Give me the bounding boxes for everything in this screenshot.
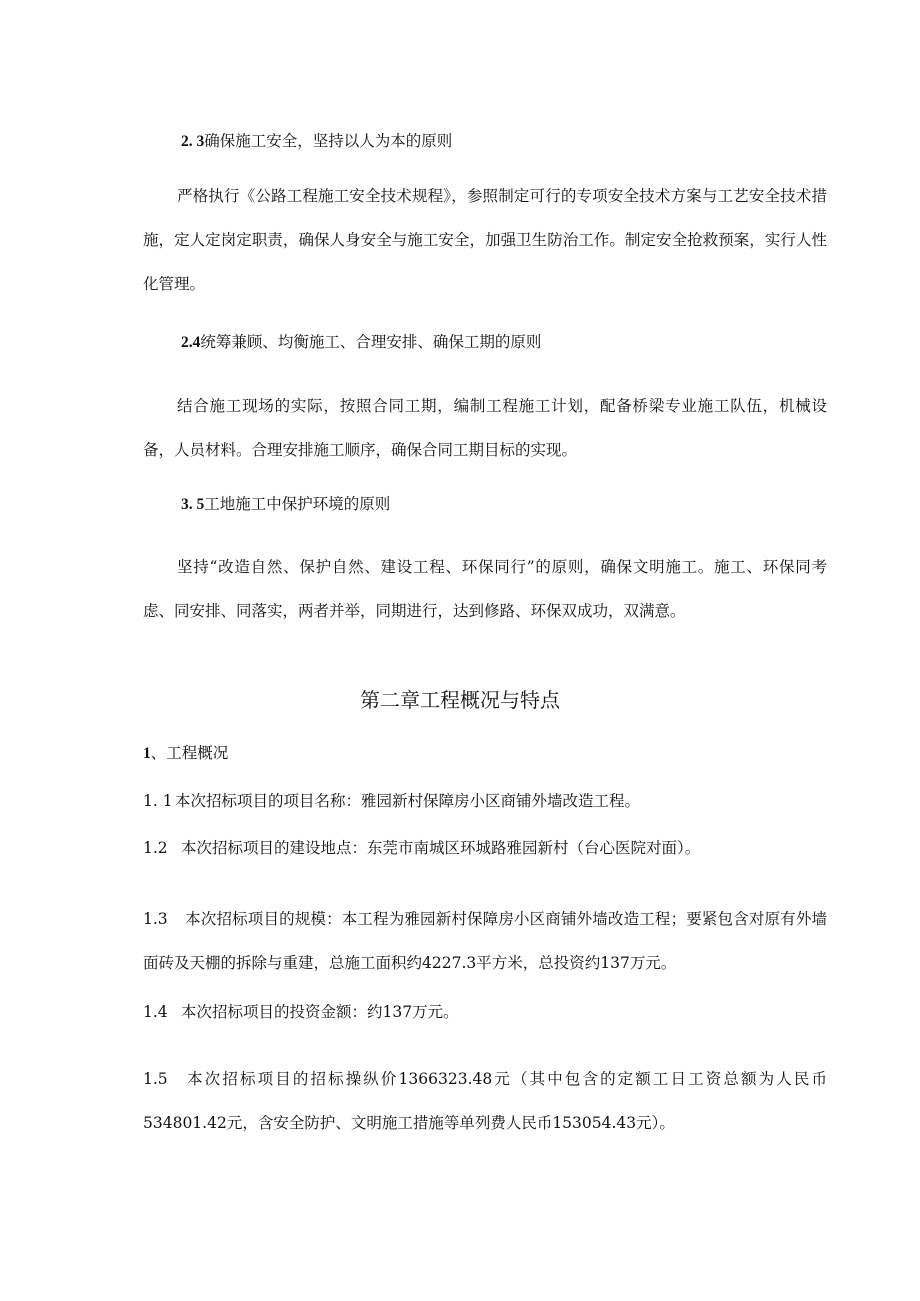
section-number: 3. 5: [181, 496, 205, 513]
overview-heading-number: 1: [143, 745, 151, 762]
section-number: 2.4: [181, 334, 201, 351]
item-number: 1.3: [143, 910, 168, 928]
overview-item-1-1: [143, 789, 640, 811]
section-heading-2-3: [181, 129, 452, 151]
section-title: 确保施工安全，坚持以人为本的原则: [204, 132, 453, 150]
overview-item-1-5: [143, 1057, 827, 1145]
item-text: 本次招标项目的规模：本工程为雅园新村保障房小区商铺外墙改造工程；要紧包含对原有外墙面砖及天棚的拆除与重建，总施工面积约4227.3平方米，总投资约137万元。: [143, 910, 827, 972]
item-number: 1.2: [143, 839, 168, 857]
section-heading-2-4: [181, 330, 541, 352]
item-text: 本次招标项目的建设地点：东莞市南城区环城路雅园新村（台心医院对面）。: [181, 839, 701, 857]
overview-heading: [143, 741, 228, 763]
item-number: 1.4: [143, 1003, 168, 1021]
item-text: 本次招标项目的项目名称：雅园新村保障房小区商铺外墙改造工程。: [175, 792, 641, 810]
chapter-title: 第二章工程概况与特点: [360, 688, 560, 712]
section-body-3-5: 坚持“改造自然、保护自然、建设工程、环保同行”的原则，确保文明施工。施工、环保同考虑、同安排、同落实，两者并举，同期进行，达到修路、环保双成功，双满意。: [143, 558, 827, 620]
item-number: 1. 1: [143, 792, 173, 810]
item-text: 本次招标项目的招标操纵价1366323.48元（其中包含的定额工日工资总额为人民币534801.42元，含安全防护、文明施工措施等单列费人民币153054.43元）。: [143, 1070, 827, 1132]
section-body-2-3: 严格执行《公路工程施工安全技术规程》，参照制定可行的专项安全技术方案与工艺安全技术措施，定人定岗定职责，确保人身安全与施工安全，加强卫生防治工作。制定安全抢救预案，实行人性化管理。: [143, 187, 827, 293]
overview-heading-text: 、工程概况: [150, 744, 229, 762]
section-heading-3-5: [181, 492, 390, 514]
section-body-2-4: 结合施工现场的实际，按照合同工期，编制工程施工计划，配备桥梁专业施工队伍，机械设备，人员材料。合理安排施工顺序，确保合同工期目标的实现。: [143, 397, 827, 459]
item-number: 1.5: [143, 1070, 168, 1088]
overview-item-1-4: [143, 1000, 459, 1022]
overview-item-1-2: [143, 836, 700, 858]
section-title: 统筹兼顾、均衡施工、合理安排、确保工期的原则: [200, 333, 542, 351]
section-number: 2. 3: [181, 133, 205, 150]
item-text: 本次招标项目的投资金额：约137万元。: [181, 1003, 459, 1021]
section-title: 工地施工中保护环境的原则: [204, 495, 391, 513]
overview-item-1-3: [143, 897, 827, 985]
